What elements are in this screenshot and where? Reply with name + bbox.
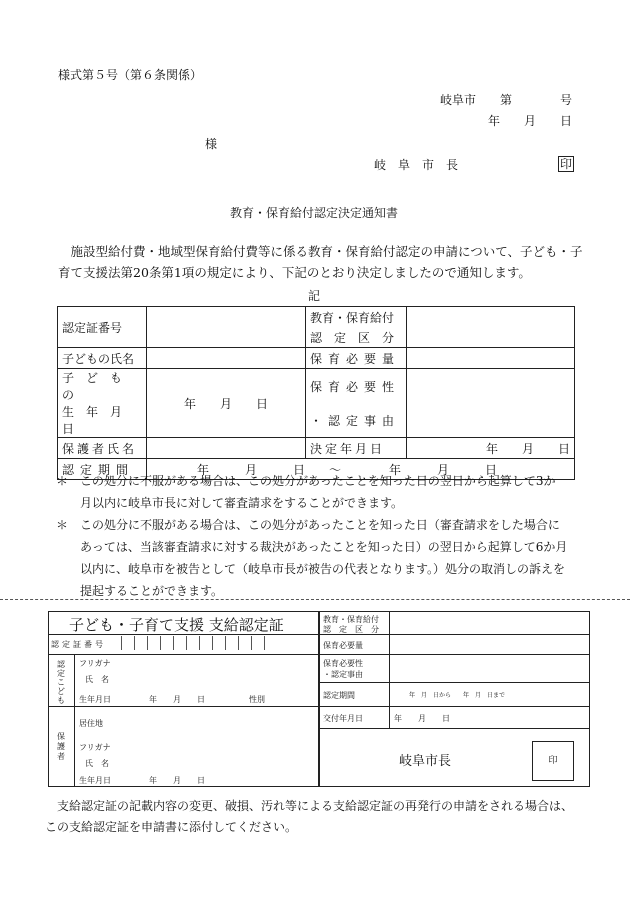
card-left — [48, 611, 320, 787]
footer-line-1: 支給認定証の記載内容の変更、破損、汚れ等による支給認定証の再発行の申請をされる場合は、 — [45, 799, 574, 813]
category-value — [407, 307, 575, 348]
period-label: 認定期間 — [58, 459, 147, 480]
guardian-value — [147, 438, 306, 459]
card-furigana-label: フリガナ — [79, 659, 111, 668]
note-2b: あっては、当該審査請求に対する裁決があったことを知った日）の翌日から起算して6か月 — [56, 540, 568, 554]
card-child-side-label: 認定こども — [57, 660, 65, 705]
card-name-label: 氏 名 — [85, 675, 109, 684]
card-right-rule — [319, 634, 589, 635]
card-period-value: 年 月 日から 年 月 日まで — [409, 692, 506, 699]
card-rule-3 — [49, 706, 319, 707]
card-period-label: 認定期間 — [323, 691, 355, 700]
body-line-1: 施設型給付費・地域型保育給付費等に係る教育・保育給付認定の申請について、子ども・子 — [58, 244, 583, 259]
card-reason-label-1: 保育必要性 — [323, 659, 363, 668]
card-seal-icon: 印 — [532, 741, 574, 781]
dob-label-1: 子 ど も の — [58, 369, 147, 404]
reason-label-1: 保育必要性 — [306, 369, 407, 404]
card-category-label-2: 認 定 区 分 — [323, 625, 379, 634]
note-1b: 月以内に岐阜市長に対して審査請求をすることができます。 — [56, 496, 404, 510]
addressee: 様 — [205, 137, 218, 151]
card-cert-no-label: 認定証番号 — [51, 640, 106, 649]
card-right-rule-3 — [319, 682, 589, 683]
card-right-rule-4 — [319, 706, 589, 707]
card-mayor: 岐阜市長 — [399, 754, 452, 769]
card-dob-label: 生年月日 — [79, 695, 111, 704]
note-2: ＊ この処分に不服がある場合は、この処分があったことを知った日（審査請求をした場合に — [56, 518, 560, 532]
card-dob-label-2: 生年月日 — [79, 776, 111, 785]
issue-date: 年 月 日 — [488, 114, 573, 128]
city-number: 岐阜市 第 号 — [440, 93, 573, 107]
cert-no-label: 認定証番号 — [58, 307, 147, 348]
card-title: 子ども・子育て支援 支給認定証 — [69, 616, 284, 634]
child-name-value — [147, 348, 306, 369]
card-dob-value-2: 年 月 日 — [149, 776, 205, 785]
need-amount-label: 保育必要量 — [306, 348, 407, 369]
note-2d: 提起することができます。 — [56, 584, 224, 598]
note-1: ＊ この処分に不服がある場合は、この処分があったことを知った日の翌日から起算して3か — [56, 474, 556, 488]
card-right-rule-5 — [319, 728, 589, 729]
ki-label: 記 — [308, 289, 321, 303]
card-name-label-2: 氏 名 — [85, 759, 109, 768]
card-furigana-label-2: フリガナ — [79, 743, 111, 752]
card-issue-label: 交付年月日 — [323, 714, 363, 723]
dob-label-2: 生 年 月 日 — [58, 403, 147, 438]
reason-value — [407, 369, 575, 438]
category-label-1: 教育・保育給付 — [306, 307, 407, 328]
card-col-line — [74, 654, 75, 706]
decision-date-value: 年 月 日 — [407, 438, 575, 459]
cert-no-value — [147, 307, 306, 348]
card-dob-value: 年 月 日 — [149, 695, 205, 704]
card-cert-no-boxes — [121, 636, 277, 653]
period-value: 年 月 日 〜 年 月 日 — [147, 459, 575, 480]
card-category-label-1: 教育・保育給付 — [323, 615, 379, 624]
card-rule — [49, 634, 319, 635]
card-reason-label-2: ・認定事由 — [323, 670, 363, 679]
card-issue-value: 年 月 日 — [394, 714, 450, 723]
dob-value: 年 月 日 — [147, 369, 306, 438]
card-guardian-side-label: 保護者 — [57, 732, 65, 761]
card-need-label: 保育必要量 — [323, 641, 363, 650]
card-rule-2 — [49, 654, 319, 655]
card-col-line-2 — [74, 706, 75, 786]
card-right-col — [389, 612, 390, 728]
footer-line-2: この支給認定証を申請書に添付してください。 — [45, 820, 298, 834]
reason-label-2: ・認定事由 — [306, 403, 407, 438]
child-name-label: 子どもの氏名 — [58, 348, 147, 369]
decision-date-label: 決定年月日 — [306, 438, 407, 459]
body-line-2: 育て支援法第20条第1項の規定により、下記のとおり決定しましたので通知します。 — [58, 265, 531, 280]
guardian-label: 保護者氏名 — [58, 438, 147, 459]
seal-icon: 印 — [560, 157, 573, 171]
form-number: 様式第５号（第６条関係） — [58, 68, 203, 82]
cut-line — [0, 599, 630, 600]
card-right — [318, 611, 590, 787]
note-2c: 以内に、岐阜市を被告として（岐阜市長が被告の代表となります。）処分の取消しの訴えを — [56, 562, 566, 576]
card-right-rule-2 — [319, 654, 589, 655]
page-title: 教育・保育給付認定決定通知書 — [230, 206, 399, 220]
need-amount-value — [407, 348, 575, 369]
card-address-label: 居住地 — [79, 719, 103, 728]
mayor-name: 岐 阜 市 長 — [374, 158, 459, 172]
certification-table — [57, 306, 575, 480]
category-label-2: 認 定 区 分 — [306, 327, 407, 348]
card-sex-label: 性別 — [249, 695, 265, 704]
